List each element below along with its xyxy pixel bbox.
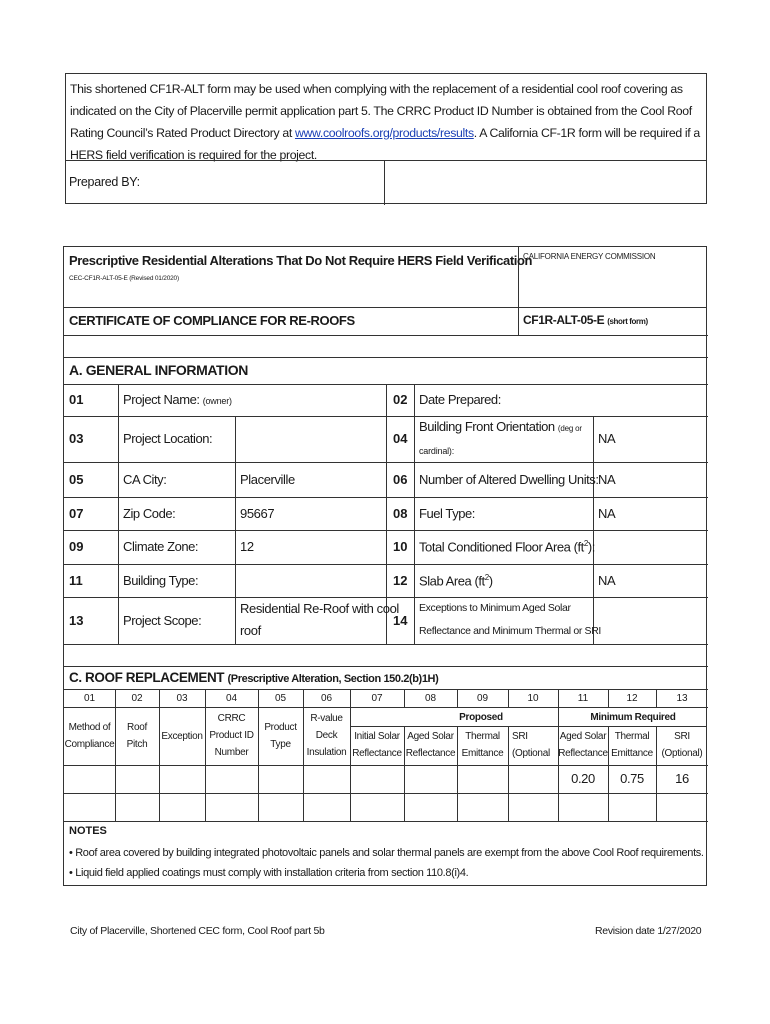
orientation-unit-note: (deg or xyxy=(557,424,582,433)
footer-left: City of Placerville, Shortened CEC form, Cool Roof part 5b xyxy=(70,925,325,937)
header-sri xyxy=(508,728,562,762)
col-number: 02 xyxy=(131,693,143,704)
col-number: 05 xyxy=(274,693,287,704)
orientation-label-cont: cardinal): xyxy=(419,446,455,456)
header-line: Aged Solar xyxy=(407,731,454,742)
field-number: 04 xyxy=(393,431,408,446)
form-title: Prescriptive Residential Alterations That Do Not Require HERS Field Verification xyxy=(69,253,533,268)
exceptions-label-cont: Reflectance and Minimum Thermal or SRI xyxy=(419,625,601,637)
slab-area-value[interactable]: NA xyxy=(598,573,616,588)
project-scope-label: Project Scope: xyxy=(123,613,202,628)
header-line: Roof xyxy=(127,722,147,733)
header-line: Reflectance xyxy=(558,748,608,759)
project-scope-value-cont: roof xyxy=(240,623,261,638)
header-min-sri xyxy=(656,728,708,762)
header-thermal xyxy=(457,728,508,762)
dwelling-units-label: Number of Altered Dwelling Units: xyxy=(419,472,599,487)
orientation-label-text: Building Front Orientation xyxy=(419,419,555,434)
form-id xyxy=(523,313,648,327)
header-line: Method of xyxy=(68,722,111,733)
climate-zone-label: Climate Zone: xyxy=(123,539,199,554)
header-line: Thermal xyxy=(465,731,500,742)
header-exception xyxy=(159,728,205,745)
header-pitch xyxy=(115,719,159,753)
header-method xyxy=(64,719,115,753)
fuel-type-label: Fuel Type: xyxy=(419,506,475,521)
building-type-label: Building Type: xyxy=(123,573,199,588)
slab-area-label-text: Slab Area (ft xyxy=(419,573,485,589)
compliance-form xyxy=(63,246,707,886)
roof-replacement-heading xyxy=(69,670,438,685)
form-id-suffix: (short form) xyxy=(607,317,648,326)
header-line: Pitch xyxy=(126,739,148,750)
col-number: 07 xyxy=(371,693,383,704)
general-info-heading: A. GENERAL INFORMATION xyxy=(69,362,248,378)
field-number: 11 xyxy=(69,573,83,588)
certificate-title: CERTIFICATE OF COMPLIANCE FOR RE-ROOFS xyxy=(69,313,355,328)
project-location-label: Project Location: xyxy=(123,431,213,446)
header-line: SRI xyxy=(674,731,690,742)
col-number: 11 xyxy=(577,693,589,704)
floor-area-label xyxy=(419,539,595,554)
date-prepared-label: Date Prepared: xyxy=(419,392,501,407)
header-initial-solar xyxy=(350,728,404,762)
project-name-label-text: Project Name: xyxy=(123,392,200,407)
header-line: Type xyxy=(270,739,291,750)
project-name-label xyxy=(123,392,232,407)
header-line: Number xyxy=(214,747,249,758)
header-line: CRRC xyxy=(217,713,246,724)
field-number: 02 xyxy=(393,392,408,407)
note-item: • Liquid field applied coatings must comply with installation criteria from section 110.8(i)4. xyxy=(69,867,469,879)
col-number: 12 xyxy=(626,693,638,704)
agency-name: CALIFORNIA ENERGY COMMISSION xyxy=(523,252,656,261)
field-number: 01 xyxy=(69,392,84,407)
footer-right: Revision date 1/27/2020 xyxy=(595,925,702,937)
field-number: 10 xyxy=(393,539,408,554)
header-line: (Optional xyxy=(512,748,550,759)
header-line: R-value xyxy=(310,713,343,724)
dwelling-units-value[interactable]: NA xyxy=(598,472,616,487)
slab-area-sup: 2 xyxy=(484,573,489,582)
col-number: 03 xyxy=(176,693,188,704)
field-number: 14 xyxy=(393,613,408,628)
header-line: (Optional) xyxy=(661,748,703,759)
proposed-group-header: Proposed xyxy=(459,712,503,723)
field-number: 13 xyxy=(69,613,84,628)
header-min-aged-solar xyxy=(558,728,608,762)
min-aged-solar-value: 0.20 xyxy=(571,771,595,786)
zip-label: Zip Code: xyxy=(123,506,176,521)
header-line: Emittance xyxy=(611,748,653,759)
intro-text-after: . A California CF-1R form will be required if a HERS field verification is required for the project. xyxy=(70,126,700,162)
floor-area-sup: 2 xyxy=(583,539,588,548)
fuel-type-value[interactable]: NA xyxy=(598,506,616,521)
intro-text-before: This shortened CF1R-ALT form may be used when complying with the replacement of a residential cool roof covering as indicated on the City of Placerville permit application part 5. The CRRC Product ID Number is obtained from the Cool Roof Rating Council’s Rated Product Directory at xyxy=(70,82,692,140)
field-number: 06 xyxy=(393,472,408,487)
header-min-thermal xyxy=(608,728,656,762)
min-sri-value: 16 xyxy=(675,771,689,786)
col-number: 08 xyxy=(424,693,437,704)
header-crrc xyxy=(205,710,258,761)
city-label: CA City: xyxy=(123,472,167,487)
header-line: Emittance xyxy=(461,748,504,759)
field-number: 05 xyxy=(69,472,84,487)
header-product-type xyxy=(258,719,303,753)
header-line: Reflectance xyxy=(352,748,402,759)
prepared-by-field[interactable] xyxy=(384,161,707,205)
prepared-by-row xyxy=(65,160,707,205)
zip-value[interactable]: 95667 xyxy=(240,506,275,521)
intro-box xyxy=(65,73,707,204)
col-number: 04 xyxy=(225,693,238,704)
roof-heading-text: C. ROOF REPLACEMENT xyxy=(69,670,225,685)
city-value[interactable]: Placerville xyxy=(240,472,295,487)
header-line: Thermal xyxy=(614,731,650,742)
header-aged-solar xyxy=(404,728,457,762)
col-number: 10 xyxy=(527,693,539,704)
owner-note: (owner) xyxy=(202,396,232,406)
prepared-by-label: Prepared BY: xyxy=(69,175,140,189)
field-number: 07 xyxy=(69,506,84,521)
col-number: 09 xyxy=(476,693,489,704)
floor-area-label-text: Total Conditioned Floor Area (ft xyxy=(419,539,584,555)
header-line: Aged Solar xyxy=(559,731,607,742)
min-thermal-value: 0.75 xyxy=(620,771,644,786)
header-line: SRI xyxy=(512,731,528,742)
climate-zone-value[interactable]: 12 xyxy=(240,539,254,554)
orientation-value[interactable]: NA xyxy=(598,431,616,446)
note-item: • Roof area covered by building integrated photovoltaic panels and solar thermal panels are exempt from the above Cool Roof requirements. xyxy=(69,847,704,859)
header-r-value xyxy=(303,710,350,761)
header-line: Product ID xyxy=(209,730,254,741)
header-line: Reflectance xyxy=(405,748,456,759)
header-line: Exception xyxy=(161,731,203,742)
field-number: 03 xyxy=(69,431,84,446)
floor-area-label-end: ): xyxy=(587,539,595,555)
slab-area-label xyxy=(419,573,493,588)
header-line: Initial Solar xyxy=(354,731,400,742)
orientation-label xyxy=(419,419,582,434)
project-scope-value[interactable]: Residential Re-Roof with cool xyxy=(240,601,399,616)
roof-heading-suffix: (Prescriptive Alteration, Section 150.2(b)1H) xyxy=(227,673,439,685)
header-line: Product xyxy=(264,722,297,733)
field-number: 09 xyxy=(69,539,84,554)
coolroofs-link[interactable]: www.coolroofs.org/products/results xyxy=(294,126,474,140)
field-number: 08 xyxy=(393,506,408,521)
col-number: 06 xyxy=(320,693,333,704)
header-line: Compliance xyxy=(64,739,115,750)
col-number: 13 xyxy=(676,693,688,704)
col-number: 01 xyxy=(83,693,96,704)
slab-area-label-end: ) xyxy=(488,573,493,589)
notes-heading: NOTES xyxy=(69,825,107,837)
header-line: Insulation xyxy=(306,747,347,758)
minimum-group-header: Minimum Required xyxy=(590,712,676,723)
header-line: Deck xyxy=(315,730,338,741)
intro-text xyxy=(70,78,702,166)
form-code: CEC-CF1R-ALT-05-E (Revised 01/2020) xyxy=(69,275,179,282)
exceptions-label: Exceptions to Minimum Aged Solar xyxy=(419,602,571,614)
form-id-code: CF1R-ALT-05-E xyxy=(523,313,605,327)
field-number: 12 xyxy=(393,573,408,588)
